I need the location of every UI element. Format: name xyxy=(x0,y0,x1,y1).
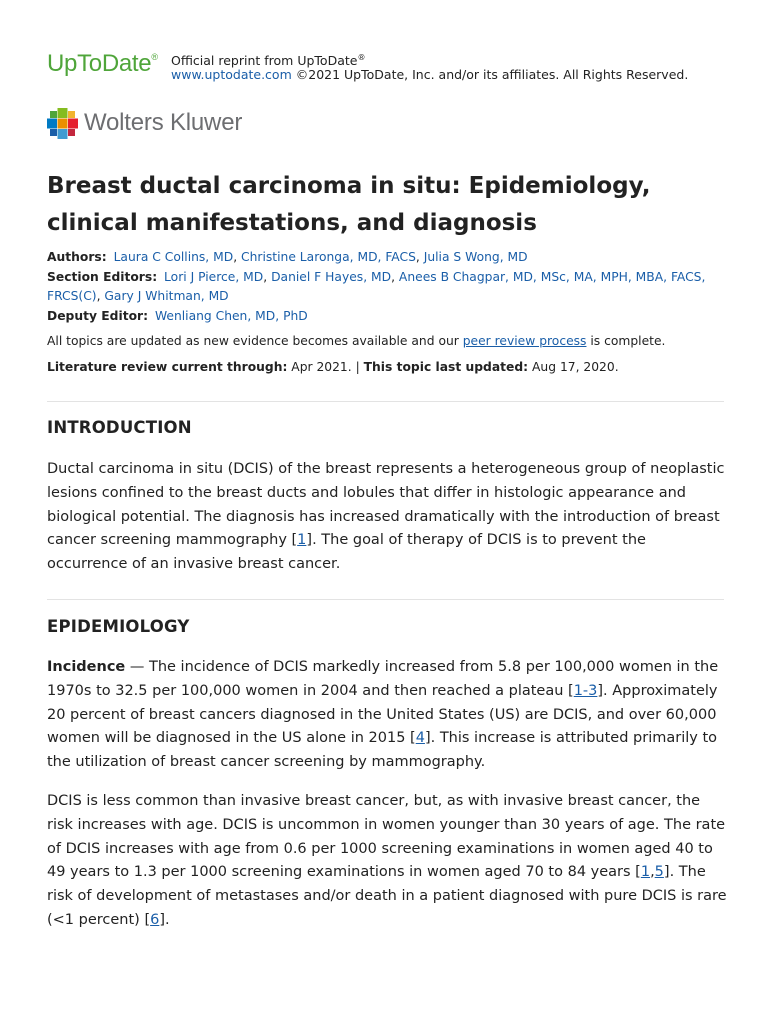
paragraph-text: DCIS is less common than invasive breast cancer, but, as with invasive breast cancer, the risk increases with age. DCIS is uncommon in women younger than 30 years of age. The rate of DCIS increases with age from 0.6 per 1000 screening examinations in women aged 40 to 49 years to 1.3 per 1000 screening examinations in women aged 70 to 84 years [ xyxy=(47,793,726,881)
paragraph-text: ]. This increase is attributed primarily to the utilization of breast cancer screening by mammography. xyxy=(47,730,717,771)
section-editors-label: Section Editors: xyxy=(47,269,158,284)
reference-link[interactable]: 5 xyxy=(654,864,664,881)
last-updated-label: This topic last updated: xyxy=(363,360,529,374)
last-updated-value: Aug 17, 2020. xyxy=(528,360,619,374)
article-title: Breast ductal carcinoma in situ: Epidemiology, clinical manifestations, and diagnosis xyxy=(47,173,651,236)
age-risk-paragraph xyxy=(47,790,727,933)
author-link[interactable]: Christine Laronga, MD, FACS xyxy=(241,250,416,264)
deputy-editor-label: Deputy Editor: xyxy=(47,308,149,323)
reference-link[interactable]: 1-3 xyxy=(573,682,598,699)
authors-label: Authors: xyxy=(47,250,107,264)
article-credits xyxy=(47,248,727,326)
reprint-header xyxy=(47,48,727,88)
copyright-line xyxy=(171,67,688,83)
paragraph-text: ]. The goal of therapy of DCIS is to prevent the occurrence of an invasive breast cancer. xyxy=(47,532,646,573)
introduction-paragraph xyxy=(47,458,727,577)
section-editor-link[interactable]: Anees B Chagpar, MD, MSc, MA, MPH, MBA, FACS, FRCS(C) xyxy=(47,269,706,303)
section-editor-link[interactable]: Gary J Whitman, MD xyxy=(104,289,229,303)
registered-mark: ® xyxy=(151,52,158,62)
paragraph-text: Ductal carcinoma in situ (DCIS) of the breast represents a heterogeneous group of neoplastic lesions confined to the breast ducts and lobules that differ in histologic appearance and biological potential. The diagnosis has increased dramatically with the introduction of breast cancer screening mammography [ xyxy=(47,461,725,549)
paragraph-text: ]. xyxy=(159,911,170,928)
update-note-text: All topics are updated as new evidence becomes available and our xyxy=(47,334,463,348)
reference-separator: , xyxy=(650,864,655,881)
deputy-editor-link[interactable]: Wenliang Chen, MD, PhD xyxy=(154,308,308,323)
incidence-label: Incidence xyxy=(47,659,126,675)
uptodate-logo-text: UpToDate xyxy=(47,50,152,77)
uptodate-site-link[interactable]: www.uptodate.com xyxy=(171,67,292,82)
peer-review-link[interactable]: peer review process xyxy=(462,334,587,348)
paragraph-text: — The incidence of DCIS markedly increased from 5.8 per 100,000 women in the 1970s to 32.5 per 100,000 women in 2004 and then reached a plateau [ xyxy=(47,659,719,699)
reference-link[interactable]: 4 xyxy=(415,730,425,747)
incidence-paragraph xyxy=(47,656,727,775)
update-note xyxy=(47,332,665,350)
lit-review-label: Literature review current through: xyxy=(47,360,288,374)
wolters-kluwer-logo[interactable] xyxy=(47,107,242,139)
author-link[interactable]: Julia S Wong, MD xyxy=(423,250,528,264)
update-note-end: is complete. xyxy=(586,334,666,348)
introduction-heading: INTRODUCTION xyxy=(47,418,192,437)
copyright-text: ©2021 UpToDate, Inc. and/or its affiliates. All Rights Reserved. xyxy=(295,67,689,82)
reprint-text: Official reprint from UpToDate xyxy=(171,53,358,69)
lit-review-value: Apr 2021. | xyxy=(287,360,364,374)
section-divider xyxy=(47,401,724,402)
epidemiology-heading: EPIDEMIOLOGY xyxy=(47,617,190,636)
reprint-registered-mark: ® xyxy=(357,53,366,62)
paragraph-text: ]. Approximately 20 percent of breast cancers diagnosed in the United States (US) are DCIS, and over 60,000 women will be diagnosed in the US alone in 2015 [ xyxy=(47,682,718,747)
paragraph-text: ]. The risk of development of metastases and/or death in a patient diagnosed with pure DCIS is rare (<1 percent) [ xyxy=(47,864,727,928)
uptodate-logo[interactable] xyxy=(47,50,158,78)
reference-link[interactable]: 1 xyxy=(640,864,651,881)
wolters-kluwer-mosaic-icon xyxy=(47,108,78,139)
section-editors-row: Section Editors: Lori J Pierce, MD, Daniel F Hayes, MD, Anees B Chagpar, MD, MSc, MA, MPH, MBA, FACS, FRCS(C), Gary J Whitman, MD xyxy=(47,269,706,303)
reference-link[interactable]: 1 xyxy=(297,532,307,549)
review-dates xyxy=(47,358,619,376)
section-editor-link[interactable]: Daniel F Hayes, MD xyxy=(271,269,392,284)
section-editor-link[interactable]: Lori J Pierce, MD xyxy=(164,269,264,284)
section-divider xyxy=(47,599,724,600)
reference-link[interactable]: 6 xyxy=(150,911,160,928)
deputy-editor-row xyxy=(47,307,727,327)
wolters-kluwer-logo-text: Wolters Kluwer xyxy=(84,109,243,136)
author-link[interactable]: Laura C Collins, MD xyxy=(113,250,234,264)
authors-row: Authors: Laura C Collins, MD, Christine Laronga, MD, FACS, Julia S Wong, MD xyxy=(47,250,528,264)
